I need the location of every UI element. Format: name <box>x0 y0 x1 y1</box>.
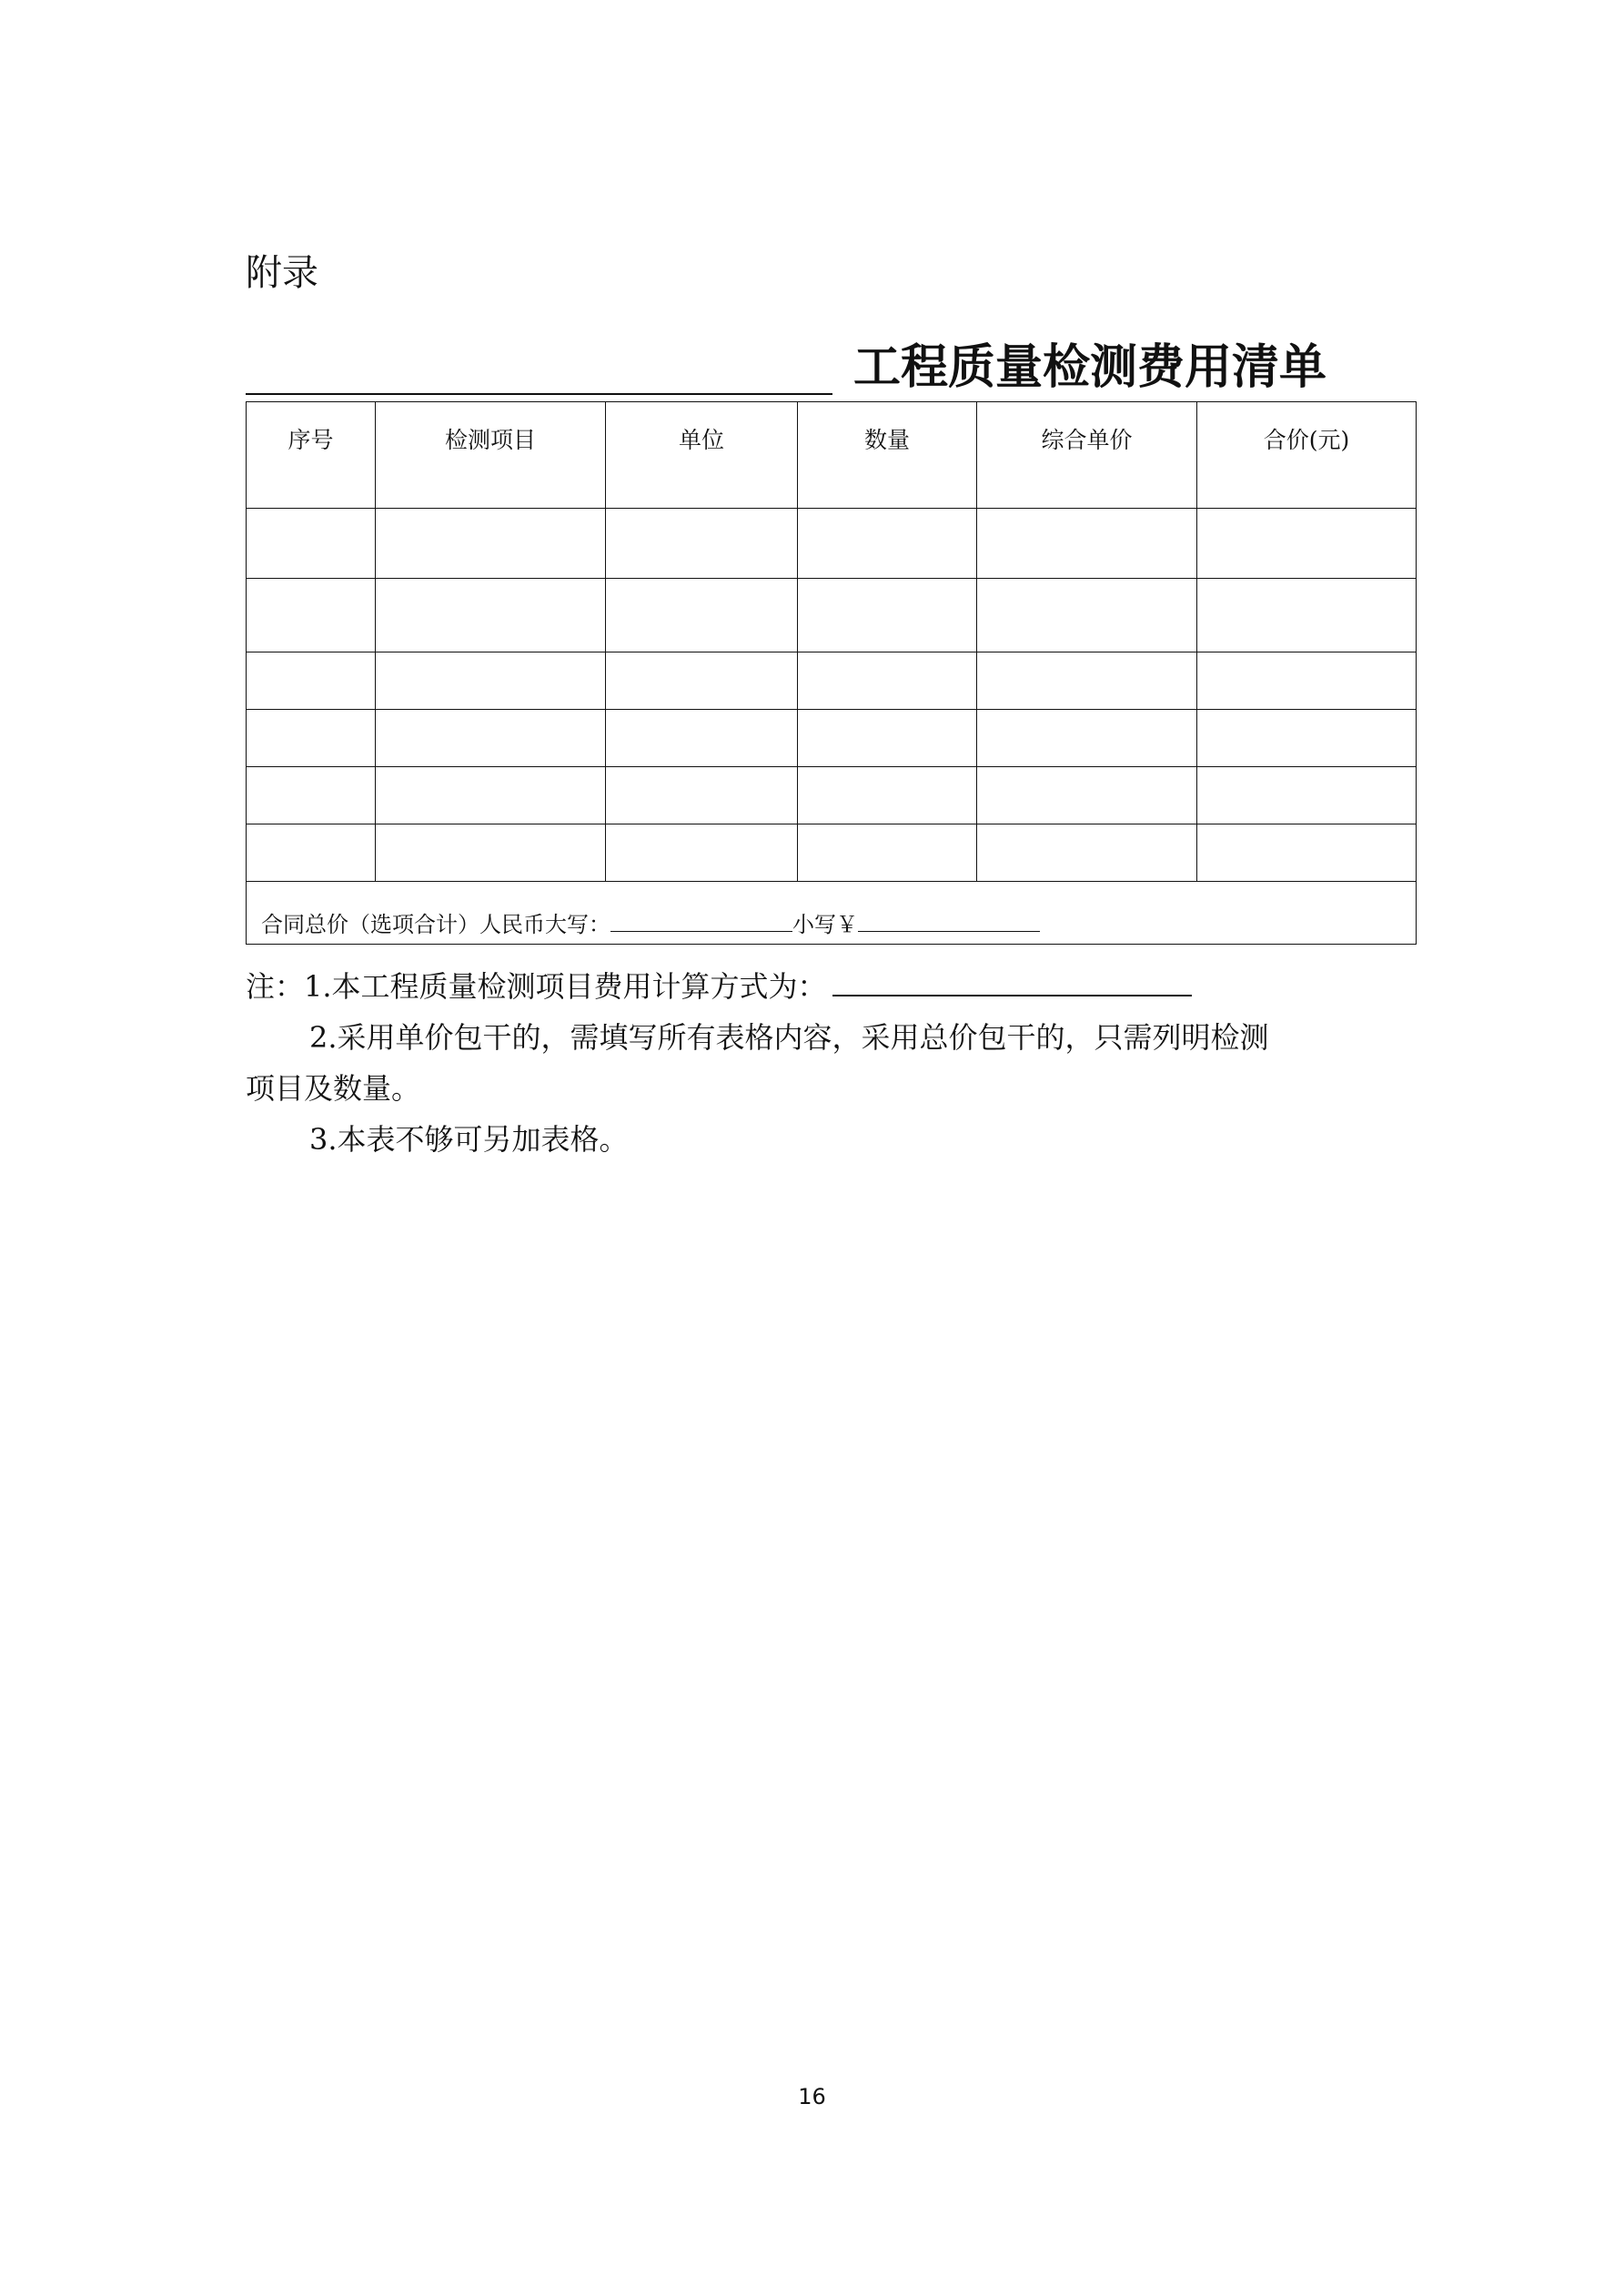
header-test-item: 检测项目 <box>376 402 606 509</box>
project-name-blank[interactable] <box>246 393 832 395</box>
note-2-line-2: 项目及数量。 <box>246 1071 421 1106</box>
header-unit: 单位 <box>606 402 798 509</box>
table-cell[interactable] <box>376 767 606 824</box>
table-cell[interactable] <box>798 767 977 824</box>
table-cell[interactable] <box>376 710 606 767</box>
table-cell[interactable] <box>606 652 798 710</box>
table-cell[interactable] <box>977 579 1197 652</box>
table-cell[interactable] <box>247 579 376 652</box>
total-cell <box>247 882 1417 945</box>
table-cell[interactable] <box>376 579 606 652</box>
table-cell[interactable] <box>606 710 798 767</box>
table-cell[interactable] <box>606 824 798 882</box>
fee-table <box>246 401 1417 945</box>
total-row <box>247 882 1417 945</box>
table-cell[interactable] <box>1197 579 1417 652</box>
table-cell[interactable] <box>1197 824 1417 882</box>
table-cell[interactable] <box>247 652 376 710</box>
table-cell[interactable] <box>376 824 606 882</box>
table-row <box>247 710 1417 767</box>
table-cell[interactable] <box>1197 652 1417 710</box>
table-row <box>247 824 1417 882</box>
table-cell[interactable] <box>247 824 376 882</box>
table-cell[interactable] <box>977 767 1197 824</box>
header-subtotal: 合价(元) <box>1197 402 1417 509</box>
header-quantity: 数量 <box>798 402 977 509</box>
total-lowercase-label: 小写￥ <box>792 912 858 937</box>
table-row <box>247 652 1417 710</box>
table-cell[interactable] <box>798 710 977 767</box>
notes <box>246 961 1419 1165</box>
table-cell[interactable] <box>977 652 1197 710</box>
note-2-line-1: 2.采用单价包干的，需填写所有表格内容，采用总价包干的，只需列明检测 <box>309 1020 1269 1055</box>
total-lowercase-blank[interactable] <box>858 911 1040 932</box>
note-3: 3.本表不够可另加表格。 <box>309 1122 629 1157</box>
table-header-row <box>247 402 1417 509</box>
appendix-label: 附录 <box>246 252 318 294</box>
header-unit-price: 综合单价 <box>977 402 1197 509</box>
page-number: 16 <box>798 2084 826 2109</box>
table-cell[interactable] <box>798 579 977 652</box>
table-cell[interactable] <box>247 767 376 824</box>
table-cell[interactable] <box>798 824 977 882</box>
table-cell[interactable] <box>376 509 606 579</box>
table-cell[interactable] <box>1197 710 1417 767</box>
document-title: 工程质量检测费用清单 <box>853 340 1327 395</box>
title-row <box>246 339 1419 399</box>
table-cell[interactable] <box>606 579 798 652</box>
header-serial-number: 序号 <box>247 402 376 509</box>
table-row <box>247 579 1417 652</box>
table-row <box>247 767 1417 824</box>
calculation-method-blank[interactable] <box>832 967 1192 996</box>
total-amount-label: 合同总价（选项合计）人民币大写： <box>261 912 610 937</box>
note-1 <box>246 961 1419 1012</box>
table-cell[interactable] <box>606 509 798 579</box>
table-cell[interactable] <box>247 710 376 767</box>
table-cell[interactable] <box>247 509 376 579</box>
total-uppercase-blank[interactable] <box>610 911 792 932</box>
table-cell[interactable] <box>977 824 1197 882</box>
table-row <box>247 509 1417 579</box>
table-cell[interactable] <box>798 509 977 579</box>
table-cell[interactable] <box>376 652 606 710</box>
table-cell[interactable] <box>977 710 1197 767</box>
note-1-text: 注：1.本工程质量检测项目费用计算方式为： <box>246 969 827 1004</box>
table-cell[interactable] <box>977 509 1197 579</box>
table-cell[interactable] <box>606 767 798 824</box>
table-cell[interactable] <box>1197 767 1417 824</box>
table-cell[interactable] <box>1197 509 1417 579</box>
table-cell[interactable] <box>798 652 977 710</box>
